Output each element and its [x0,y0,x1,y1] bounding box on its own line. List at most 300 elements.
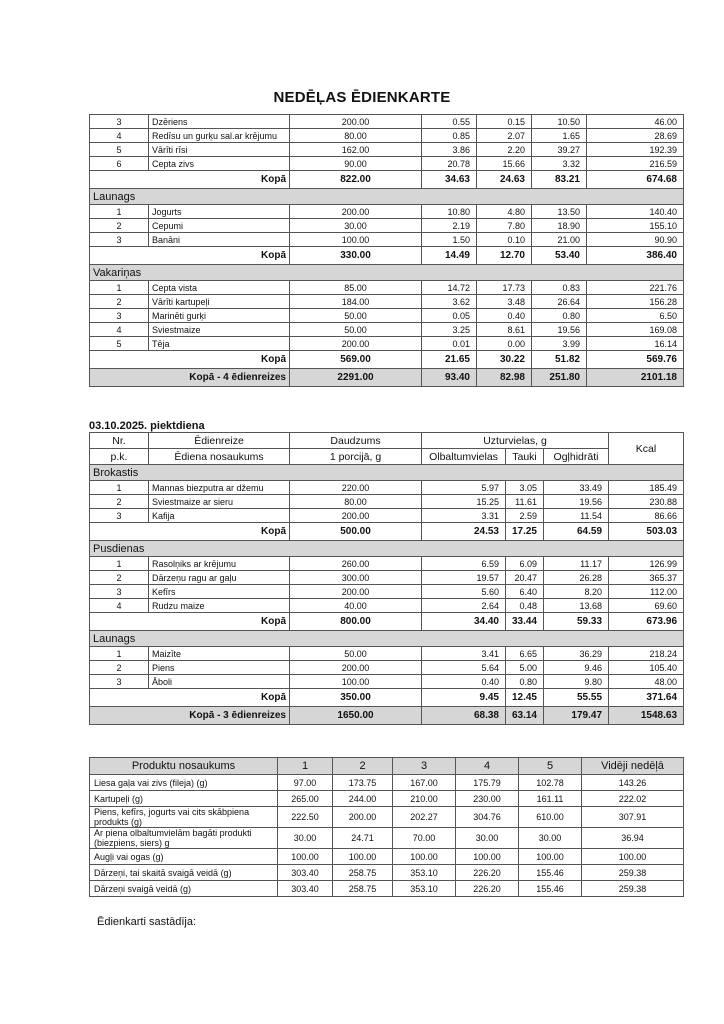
dish-name: Cepta zivs [149,157,290,171]
product-name: Dārzeņi, tai skaitā svaigā veidā (g) [90,865,278,881]
kcal-cell: 90.90 [587,233,684,247]
row-number: 3 [90,509,149,523]
carbs-cell: 10.50 [532,115,587,129]
table-row [90,205,684,219]
protein-cell: 0.40 [422,675,506,689]
page-title: NEDĒĻAS ĒDIENKARTE [273,89,451,106]
summary-value-cell: 97.00 [278,775,333,791]
summary-value-cell: 303.40 [278,865,333,881]
fat-cell: 17.25 [506,523,544,541]
summary-value-cell: 30.00 [519,828,582,849]
row-number: 1 [90,557,149,571]
protein-cell: 5.97 [422,481,506,495]
table-row [90,495,684,509]
menu-table-day [89,432,684,725]
row-number: 3 [90,585,149,599]
header-carbs: Ogļhidrāti [544,449,609,465]
carbs-cell: 8.20 [544,585,609,599]
carbs-cell: 33.49 [544,481,609,495]
dish-name: Redīsu un gurķu sal.ar krējumu [149,129,290,143]
carbs-cell: 1.65 [532,129,587,143]
carbs-cell: 11.17 [544,557,609,571]
fat-cell: 3.05 [506,481,544,495]
carbs-cell: 26.64 [532,295,587,309]
protein-cell: 5.64 [422,661,506,675]
row-number: 4 [90,129,149,143]
row-number: 1 [90,647,149,661]
fat-cell: 5.00 [506,661,544,675]
kcal-cell: 569.76 [587,351,684,369]
table-row [90,585,684,599]
row-number: 1 [90,481,149,495]
protein-cell: 93.40 [422,369,477,387]
fat-cell: 0.15 [477,115,532,129]
summary-value-cell: 155.46 [519,865,582,881]
quantity-cell: 2291.00 [290,369,422,387]
fat-cell: 0.10 [477,233,532,247]
quantity-cell: 200.00 [290,585,422,599]
protein-cell: 21.65 [422,351,477,369]
protein-cell: 0.05 [422,309,477,323]
row-number: 3 [90,309,149,323]
kcal-cell: 185.49 [609,481,684,495]
carbs-cell: 13.68 [544,599,609,613]
carbs-cell: 0.80 [532,309,587,323]
dish-name: Tēja [149,337,290,351]
fat-cell: 12.70 [477,247,532,265]
table-header-row [90,433,684,449]
total-label: Kopā [90,613,290,631]
dish-name: Cepta vista [149,281,290,295]
quantity-cell: 85.00 [290,281,422,295]
protein-cell: 3.41 [422,647,506,661]
table-row [90,309,684,323]
summary-value-cell: 161.11 [519,791,582,807]
header-dish: Ēdiena nosaukums [149,449,290,465]
fat-cell: 6.65 [506,647,544,661]
weekly-summary-table [89,757,684,897]
kcal-cell: 105.40 [609,661,684,675]
kcal-cell: 230.88 [609,495,684,509]
row-number: 2 [90,571,149,585]
fat-cell: 15.66 [477,157,532,171]
quantity-cell: 260.00 [290,557,422,571]
quantity-cell: 200.00 [290,205,422,219]
carbs-cell: 179.47 [544,707,609,725]
summary-value-cell: 222.50 [278,807,333,828]
summary-value-cell: 70.00 [393,828,456,849]
quantity-cell: 80.00 [290,129,422,143]
carbs-cell: 13.50 [532,205,587,219]
dish-name: Kafija [149,509,290,523]
quantity-cell: 220.00 [290,481,422,495]
summary-value-cell: 100.00 [333,849,393,865]
summary-header-cell: Produktu nosaukums [90,758,278,775]
table-row [90,219,684,233]
fat-cell: 82.98 [477,369,532,387]
dish-name: Marinēti gurķi [149,309,290,323]
table-row [90,157,684,171]
table-row [90,599,684,613]
summary-row [90,828,684,849]
fat-cell: 0.40 [477,309,532,323]
summary-value-cell: 259.38 [582,865,684,881]
row-number: 1 [90,281,149,295]
summary-value-cell: 353.10 [393,881,456,897]
carbs-cell: 36.29 [544,647,609,661]
carbs-cell: 59.33 [544,613,609,631]
summary-value-cell: 259.38 [582,881,684,897]
table-row [90,129,684,143]
total-label: Kopā [90,171,290,189]
header-pk: p.k. [90,449,149,465]
subtotal-row [90,523,684,541]
summary-row [90,865,684,881]
protein-cell: 9.45 [422,689,506,707]
carbs-cell: 0.83 [532,281,587,295]
carbs-cell: 19.56 [532,323,587,337]
carbs-cell: 9.46 [544,661,609,675]
dish-name: Rasolņiks ar krējumu [149,557,290,571]
meal-section-label: Vakariņas [90,265,684,281]
carbs-cell: 39.27 [532,143,587,157]
quantity-cell: 330.00 [290,247,422,265]
table-row [90,115,684,129]
summary-value-cell: 304.76 [456,807,519,828]
quantity-cell: 80.00 [290,495,422,509]
kcal-cell: 48.00 [609,675,684,689]
summary-value-cell: 100.00 [393,849,456,865]
fat-cell: 63.14 [506,707,544,725]
row-number: 5 [90,337,149,351]
carbs-cell: 64.59 [544,523,609,541]
fat-cell: 4.80 [477,205,532,219]
summary-header-cell: 4 [456,758,519,775]
quantity-cell: 162.00 [290,143,422,157]
quantity-cell: 40.00 [290,599,422,613]
fat-cell: 3.48 [477,295,532,309]
row-number: 3 [90,675,149,689]
fat-cell: 6.09 [506,557,544,571]
carbs-cell: 3.32 [532,157,587,171]
table-row [90,233,684,247]
table-row [90,323,684,337]
protein-cell: 15.25 [422,495,506,509]
protein-cell: 3.25 [422,323,477,337]
fat-cell: 24.63 [477,171,532,189]
kcal-cell: 2101.18 [587,369,684,387]
row-number: 2 [90,495,149,509]
grand-total-row [90,707,684,725]
dish-name: Sviestmaize [149,323,290,337]
summary-value-cell: 175.79 [456,775,519,791]
summary-value-cell: 143.26 [582,775,684,791]
fat-cell: 2.20 [477,143,532,157]
row-number: 1 [90,205,149,219]
summary-value-cell: 102.78 [519,775,582,791]
protein-cell: 5.60 [422,585,506,599]
quantity-cell: 822.00 [290,171,422,189]
meal-section-row [90,465,684,481]
table-header-row [90,449,684,465]
row-number: 3 [90,233,149,247]
meal-section-row [90,631,684,647]
table-row [90,571,684,585]
meal-section-label: Brokastis [90,465,684,481]
kcal-cell: 673.96 [609,613,684,631]
dish-name: Piens [149,661,290,675]
kcal-cell: 156.28 [587,295,684,309]
carbs-cell: 83.21 [532,171,587,189]
header-protein: Olbaltumvielas [422,449,506,465]
carbs-cell: 11.54 [544,509,609,523]
kcal-cell: 1548.63 [609,707,684,725]
kcal-cell: 169.08 [587,323,684,337]
fat-cell: 2.07 [477,129,532,143]
total-label: Kopā [90,351,290,369]
total-label: Kopā [90,523,290,541]
fat-cell: 8.61 [477,323,532,337]
protein-cell: 14.49 [422,247,477,265]
kcal-cell: 674.68 [587,171,684,189]
protein-cell: 0.85 [422,129,477,143]
protein-cell: 0.01 [422,337,477,351]
quantity-cell: 200.00 [290,509,422,523]
quantity-cell: 30.00 [290,219,422,233]
protein-cell: 24.53 [422,523,506,541]
fat-cell: 33.44 [506,613,544,631]
quantity-cell: 200.00 [290,115,422,129]
header-nr: Nr. [90,433,149,449]
dish-name: Jogurts [149,205,290,219]
row-number: 5 [90,143,149,157]
header-qty: Daudzums [290,433,422,449]
dish-name: Banāni [149,233,290,247]
meal-section-label: Launags [90,189,684,205]
carbs-cell: 55.55 [544,689,609,707]
kcal-cell: 28.69 [587,129,684,143]
table-row [90,481,684,495]
carbs-cell: 26.28 [544,571,609,585]
summary-value-cell: 226.20 [456,865,519,881]
quantity-cell: 350.00 [290,689,422,707]
kcal-cell: 126.99 [609,557,684,571]
kcal-cell: 155.10 [587,219,684,233]
summary-value-cell: 202.27 [393,807,456,828]
header-meal: Ēdienreize [149,433,290,449]
table-row [90,337,684,351]
meal-section-label: Pusdienas [90,541,684,557]
summary-header-cell: 3 [393,758,456,775]
subtotal-row [90,247,684,265]
table-row [90,647,684,661]
fat-cell: 17.73 [477,281,532,295]
fat-cell: 12.45 [506,689,544,707]
summary-value-cell: 265.00 [278,791,333,807]
kcal-cell: 371.64 [609,689,684,707]
summary-header-cell: 1 [278,758,333,775]
table-row [90,675,684,689]
dish-name: Dārzeņu ragu ar gaļu [149,571,290,585]
product-name: Ar piena olbaltumvielām bagāti produkti (biezpiens, siers) g [90,828,278,849]
header-fat: Tauki [506,449,544,465]
fat-cell: 11.61 [506,495,544,509]
summary-value-cell: 155.46 [519,881,582,897]
table-row [90,143,684,157]
summary-value-cell: 244.00 [333,791,393,807]
quantity-cell: 100.00 [290,233,422,247]
dish-name: Mannas biezputra ar džemu [149,481,290,495]
meal-section-row [90,265,684,281]
protein-cell: 68.38 [422,707,506,725]
subtotal-row [90,351,684,369]
quantity-cell: 569.00 [290,351,422,369]
meal-section-row [90,189,684,205]
product-name: Liesa gaļa vai zivs (fileja) (g) [90,775,278,791]
dish-name: Sviestmaize ar sieru [149,495,290,509]
fat-cell: 0.80 [506,675,544,689]
fat-cell: 7.80 [477,219,532,233]
quantity-cell: 184.00 [290,295,422,309]
summary-header-cell: 5 [519,758,582,775]
carbs-cell: 19.56 [544,495,609,509]
row-number: 2 [90,661,149,675]
dish-name: Vārīti kartupeļi [149,295,290,309]
protein-cell: 2.64 [422,599,506,613]
total-label: Kopā [90,247,290,265]
row-number: 4 [90,323,149,337]
carbs-cell: 251.80 [532,369,587,387]
meal-section-row [90,541,684,557]
row-number: 3 [90,115,149,129]
kcal-cell: 503.03 [609,523,684,541]
quantity-cell: 200.00 [290,661,422,675]
total-label: Kopā [90,689,290,707]
protein-cell: 19.57 [422,571,506,585]
product-name: Piens, kefīrs, jogurts vai cits skābpiena produkts (g) [90,807,278,828]
summary-header-row [90,758,684,775]
fat-cell: 0.48 [506,599,544,613]
protein-cell: 3.62 [422,295,477,309]
kcal-cell: 386.40 [587,247,684,265]
row-number: 6 [90,157,149,171]
quantity-cell: 300.00 [290,571,422,585]
summary-row [90,807,684,828]
kcal-cell: 69.60 [609,599,684,613]
protein-cell: 10.80 [422,205,477,219]
dish-name: Dzēriens [149,115,290,129]
quantity-cell: 1650.00 [290,707,422,725]
protein-cell: 20.78 [422,157,477,171]
compiled-by-label: Ēdienkarti sastādīja: [97,916,197,928]
summary-row [90,881,684,897]
table-row [90,281,684,295]
summary-value-cell: 610.00 [519,807,582,828]
fat-cell: 30.22 [477,351,532,369]
quantity-cell: 500.00 [290,523,422,541]
summary-value-cell: 200.00 [333,807,393,828]
protein-cell: 34.63 [422,171,477,189]
summary-value-cell: 258.75 [333,865,393,881]
kcal-cell: 86.66 [609,509,684,523]
summary-value-cell: 36.94 [582,828,684,849]
protein-cell: 0.55 [422,115,477,129]
dish-name: Kefīrs [149,585,290,599]
summary-value-cell: 353.10 [393,865,456,881]
table-row [90,509,684,523]
summary-row [90,849,684,865]
carbs-cell: 53.40 [532,247,587,265]
protein-cell: 2.19 [422,219,477,233]
carbs-cell: 9.80 [544,675,609,689]
summary-value-cell: 167.00 [393,775,456,791]
product-name: Kartupeļi (g) [90,791,278,807]
header-nutrients: Uzturvielas, g [422,433,609,449]
table-row [90,557,684,571]
summary-value-cell: 230.00 [456,791,519,807]
subtotal-row [90,689,684,707]
row-number: 4 [90,599,149,613]
kcal-cell: 221.76 [587,281,684,295]
total-label: Kopā - 3 ēdienreizes [90,707,290,725]
summary-value-cell: 100.00 [278,849,333,865]
dish-name: Cepumi [149,219,290,233]
kcal-cell: 216.59 [587,157,684,171]
summary-value-cell: 24.71 [333,828,393,849]
protein-cell: 34.40 [422,613,506,631]
product-name: Augļi vai ogas (g) [90,849,278,865]
fat-cell: 6.40 [506,585,544,599]
summary-value-cell: 226.20 [456,881,519,897]
summary-value-cell: 173.75 [333,775,393,791]
summary-value-cell: 100.00 [456,849,519,865]
summary-row [90,775,684,791]
meal-section-label: Launags [90,631,684,647]
protein-cell: 14.72 [422,281,477,295]
protein-cell: 3.86 [422,143,477,157]
header-kcal: Kcal [609,433,684,465]
kcal-cell: 112.00 [609,585,684,599]
product-name: Dārzeņi svaigā veidā (g) [90,881,278,897]
dish-name: Maizīte [149,647,290,661]
quantity-cell: 50.00 [290,309,422,323]
row-number: 2 [90,219,149,233]
quantity-cell: 50.00 [290,323,422,337]
carbs-cell: 51.82 [532,351,587,369]
quantity-cell: 90.00 [290,157,422,171]
protein-cell: 6.59 [422,557,506,571]
protein-cell: 1.50 [422,233,477,247]
summary-row [90,791,684,807]
dish-name: Rudzu maize [149,599,290,613]
total-label: Kopā - 4 ēdienreizes [90,369,290,387]
day-heading: 03.10.2025. piektdiena [89,420,205,432]
dish-name: Āboli [149,675,290,689]
row-number: 2 [90,295,149,309]
fat-cell: 0.00 [477,337,532,351]
kcal-cell: 140.40 [587,205,684,219]
summary-value-cell: 100.00 [519,849,582,865]
table-row [90,661,684,675]
kcal-cell: 46.00 [587,115,684,129]
kcal-cell: 192.39 [587,143,684,157]
kcal-cell: 6.50 [587,309,684,323]
carbs-cell: 3.99 [532,337,587,351]
summary-value-cell: 100.00 [582,849,684,865]
summary-header-cell: 2 [333,758,393,775]
grand-total-row [90,369,684,387]
carbs-cell: 18.90 [532,219,587,233]
